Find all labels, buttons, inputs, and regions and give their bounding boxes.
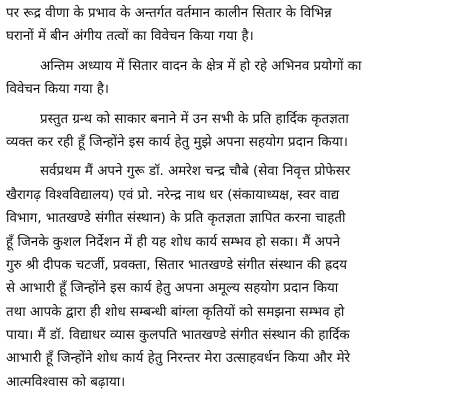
text-line: पर रूद्र वीणा के प्रभाव के अन्तर्गत वर्तमान कालीन सितार के विभिन्न bbox=[6, 6, 332, 21]
text-line: तथा आपके द्वारा ही शोध सम्बन्धी बांग्ला कृतियों को समझना सम्भव हो bbox=[6, 304, 345, 320]
paragraph-1 bbox=[6, 2, 454, 49]
text-line: से आभारी हूँ जिन्होंने इस कार्य हेतु अपना अमूल्य सहयोग प्रदान किया bbox=[6, 281, 339, 297]
text-line: आभारी हूँ जिन्होंने शोध कार्य हेतु निरन्तर मेरा उत्साहवर्धन किया और मेरे bbox=[6, 351, 351, 367]
text-line: हूँ जिनके कुशल निर्देशन में ही यह शोध कार्य सम्भव हो सका। मैं अपने bbox=[6, 234, 341, 250]
paragraph-2 bbox=[6, 55, 454, 102]
text-line: पाया। मैं डॉ. विद्याधर व्यास कुलपति भातखण्डे संगीत संस्थान की हार्दिक bbox=[6, 328, 350, 344]
paragraph-3 bbox=[6, 108, 454, 155]
text-line: विवेचन किया गया है। bbox=[6, 82, 110, 98]
text-line: प्रस्तुत ग्रन्थ को साकार बनाने में उन सभी के प्रति हार्दिक कृतज्ञता bbox=[40, 111, 349, 127]
text-line: सर्वप्रथम मैं अपने गुरू डॉ. अमरेश चन्द्र चौबे (सेवा निवृत्त प्रोफेसर bbox=[40, 164, 351, 180]
text-line: घरानों में बीन अंगीय तत्वों का विवेचन किया गया है। bbox=[6, 29, 254, 45]
text-line: व्यक्त कर रही हूँ जिन्होंने इस कार्य हेतु मुझे अपना सहयोग प्रदान किया। bbox=[6, 134, 348, 150]
text-line: खैरागढ़ विश्वविद्यालय) एवं प्रो. नरेन्द्र नाथ धर (संकायाध्यक्ष, स्वर वाद्य bbox=[6, 187, 340, 203]
paragraph-4 bbox=[6, 160, 454, 394]
text-line: विभाग, भातखण्डे संगीत संस्थान) के प्रति कृतज्ञता ज्ञापित करना चाहती bbox=[6, 211, 346, 227]
text-line: गुरु श्री दीपक चटर्जी, प्रवक्ता, सितार भातखण्डे संगीत संस्थान की ह्रदय bbox=[6, 257, 348, 273]
text-line: अन्तिम अध्याय में सितार वादन के क्षेत्र में हो रहे अभिनव प्रयोगों का bbox=[40, 58, 362, 74]
text-line: आत्मविश्वास को बढ़ाया। bbox=[6, 374, 126, 390]
